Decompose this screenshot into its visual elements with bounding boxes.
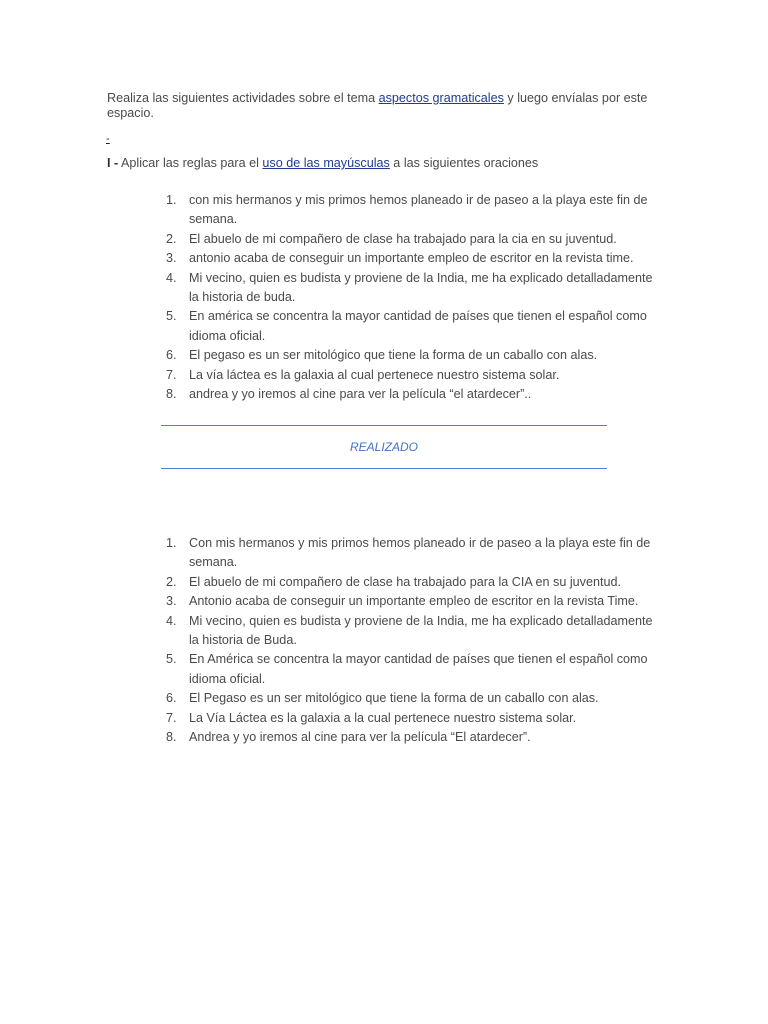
list-item-text: La Vía Láctea es la galaxia a la cual pertenece nuestro sistema solar. (189, 710, 577, 725)
list-item-text: antonio acaba de conseguir un importante empleo de escritor en la revista time. (189, 251, 634, 266)
list-item (160, 191, 660, 230)
list-item-text: El Pegaso es un ser mitológico que tiene la forma de un caballo con alas. (189, 691, 599, 706)
list-item-number: 7. (166, 710, 177, 725)
list-item-number: 8. (166, 387, 177, 402)
list-item (160, 366, 660, 385)
list-item (160, 249, 660, 268)
list-item (160, 307, 660, 346)
list-item (160, 612, 660, 651)
list-item-number: 5. (166, 309, 177, 324)
list-item-text: En América se concentra la mayor cantidad de países que tienen el español como idioma oficial. (189, 652, 648, 686)
list-item-number: 3. (166, 251, 177, 266)
list-item-number: 6. (166, 691, 177, 706)
uso-de-las-mayusculas-link[interactable]: uso de las mayúsculas (262, 156, 390, 170)
section-heading (107, 155, 538, 171)
heading-text-before: Aplicar las reglas para el (118, 156, 263, 170)
bottom-divider (161, 468, 607, 469)
realizado-label: REALIZADO (349, 440, 418, 454)
top-divider (161, 425, 607, 426)
list-item-number: 4. (166, 613, 177, 628)
list-item-number: 6. (166, 348, 177, 363)
list-item-text: Mi vecino, quien es budista y proviene de la India, me ha explicado detalladamente la historia de Buda. (189, 613, 653, 648)
intro-text-after: y luego envíalas por este espacio. (107, 91, 648, 120)
intro-text-before: Realiza las siguientes actividades sobre el tema (107, 91, 379, 105)
list-item-text: El pegaso es un ser mitológico que tiene la forma de un caballo con alas. (189, 348, 598, 363)
list-item-text: La vía láctea es la galaxia al cual pertenece nuestro sistema solar. (189, 367, 560, 382)
list-item-number: 4. (166, 270, 177, 285)
list-item (160, 230, 660, 249)
list-item-number: 7. (166, 367, 177, 382)
list-item-number: 1. (166, 536, 177, 550)
list-item-text: Antonio acaba de conseguir un importante empleo de escritor en la revista Time. (189, 594, 639, 609)
list-item-number: 1. (166, 193, 177, 207)
list-item-text: En américa se concentra la mayor cantidad de países que tienen el español como idioma oficial. (189, 309, 647, 343)
list-item-text: Con mis hermanos y mis primos hemos planeado ir de paseo a la playa este fin de semana. (189, 536, 651, 570)
list-item-number: 5. (166, 652, 177, 667)
list-item (160, 269, 660, 308)
list-item (160, 689, 660, 708)
list-item (160, 573, 660, 592)
list-item-text: con mis hermanos y mis primos hemos planeado ir de paseo a la playa este fin de semana. (189, 193, 648, 227)
list-item-text: El abuelo de mi compañero de clase ha trabajado para la CIA en su juventud. (189, 574, 621, 589)
list-item-number: 3. (166, 594, 177, 609)
list-item (160, 650, 660, 689)
list-item-text: andrea y yo iremos al cine para ver la película “el atardecer”.. (189, 387, 532, 402)
list-item (160, 385, 660, 404)
list-item-text: Mi vecino, quien es budista y proviene de la India, me ha explicado detalladamente la historia de buda. (189, 270, 653, 305)
list-item (160, 728, 660, 747)
heading-text-after: a las siguientes oraciones (389, 156, 539, 170)
list-item (160, 534, 660, 573)
section-numeral: I - (107, 156, 119, 170)
aspectos-gramaticales-link[interactable]: aspectos gramaticales (378, 91, 504, 105)
list-item (160, 346, 660, 365)
list-item-number: 2. (166, 231, 177, 246)
corrected-sentences-list (160, 534, 660, 747)
original-sentences-list (160, 191, 660, 404)
intro-paragraph (107, 91, 667, 121)
underlined-dash: - (106, 133, 110, 145)
list-item-text: El abuelo de mi compañero de clase ha trabajado para la cia en su juventud. (189, 231, 617, 246)
list-item-text: Andrea y yo iremos al cine para ver la película “El atardecer”. (189, 730, 531, 745)
list-item (160, 709, 660, 728)
list-item (160, 592, 660, 611)
list-item-number: 8. (166, 730, 177, 745)
list-item-number: 2. (166, 574, 177, 589)
